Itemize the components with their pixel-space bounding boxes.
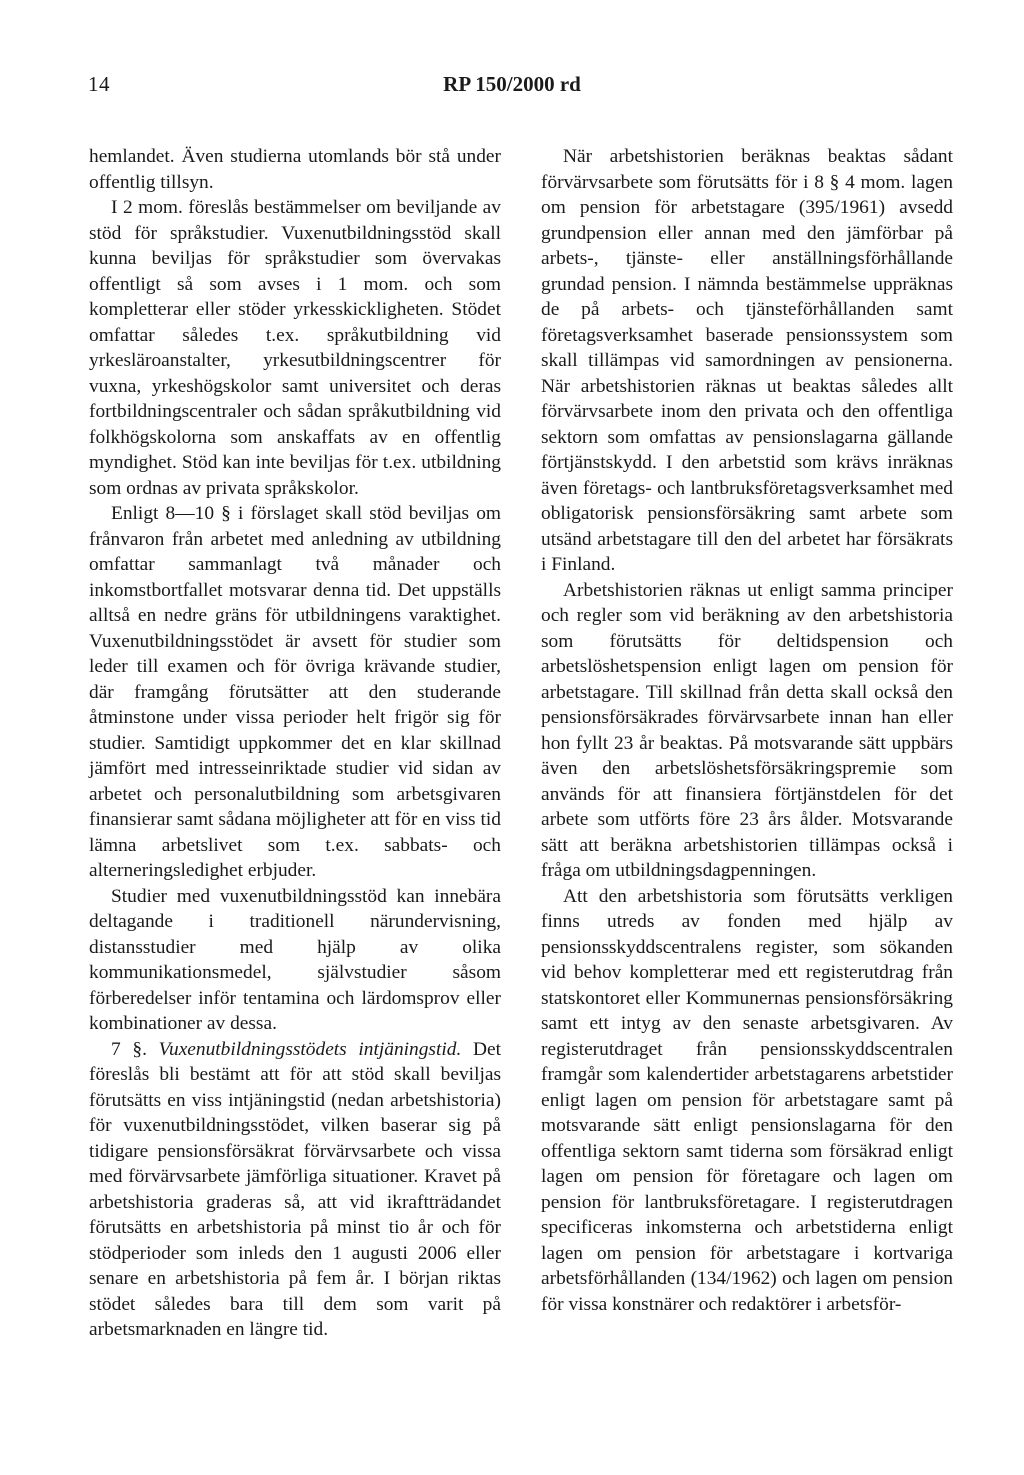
paragraph: Arbetshistorien räknas ut enligt samma principer och regler som vid beräkning av den arbetshistoria som förutsätts för deltidspension och arbetslöshetspension enligt lagen om pension för arbetstagare. Till skillnad från detta skall också den pensionsförsäkrades förvärvsarbete innan han eller hon fyllt 23 år beaktas. På motsvarande sätt uppbärs även den arbetslöshetsförsäkringspremie som används för att finansiera förtjänstdelen för det arbete som utförts före 23 års ålder. Motsvarande sätt att beräkna arbetshistorien tillämpas också i fråga om utbildningsdagpenningen. bbox=[541, 579, 953, 881]
page-number: 14 bbox=[88, 72, 110, 96]
section-heading: Vuxenutbildningsstödets intjäningstid. bbox=[158, 1038, 462, 1060]
paragraph: När arbetshistorien beräknas beaktas sådant förvärvsarbete som förutsätts för i 8 § 4 mom. lagen om pension för arbetstagare (395/1961) avsedd grundpension eller annan med den jämförbar på arbets-, tjänste- eller anställningsförhållande grundad pension. I nämnda bestämmelse uppräknas de på arbets- och tjänsteförhållanden samt företagsverksamhet baserade pensionssystem som skall tillämpas vid samordningen av pensionerna. När arbetshistorien räknas ut beaktas således allt förvärvsarbete inom den privata och den offentliga sektorn som omfattas av pensionslagarna gällande förtjänstskydd. I den arbetstid som krävs inräknas även företags- och lantbruksföretagsverksamhet med obligatorisk pensionsförsäkring samt arbete som utsänd arbetstagare till den del arbetet har försäkrats i Finland. bbox=[541, 146, 953, 575]
section-paragraph bbox=[89, 1037, 501, 1343]
paragraph: I 2 mom. föreslås bestämmelser om beviljande av stöd för språkstudier. Vuxenutbildningsstöd skall kunna beviljas för språkstudier som övervakas offentligt så som avses i 1 mom. och som kompletterar eller stöder yrkesskickligheten. Stödet omfattar således t.ex. språkutbildning vid yrkesläroanstalter, yrkesutbildningscentrer för vuxna, yrkeshögskolor samt universitet och deras fortbildningscentraler och sådan språkutbildning vid folkhögskolorna som anskaffats av en offentlig myndighet. Stöd kan inte beviljas för t.ex. utbildning som ordnas av privata språkskolor. bbox=[89, 197, 501, 499]
paragraph: Studier med vuxenutbildningsstöd kan innebära deltagande i traditionell närundervisning, distansstudier med hjälp av olika kommunikationsmedel, självstudier såsom förberedelser inför tentamina och lärdomsprov eller kombinationer av dessa. bbox=[89, 885, 501, 1034]
right-column bbox=[541, 144, 953, 1317]
paragraph: hemlandet. Även studierna utomlands bör stå under offentlig tillsyn. bbox=[89, 146, 501, 193]
running-header: RP 150/2000 rd bbox=[443, 72, 581, 96]
section-number: 7 §. bbox=[111, 1038, 147, 1060]
left-column bbox=[89, 144, 501, 1343]
section-body: Det föreslås bli bestämt att för att stöd skall beviljas förutsätts en viss intjäningstid (nedan arbetshistoria) för vuxenutbildningsstödet, vilken baserar sig på tidigare pensionsförsäkrat förvärvsarbete och vissa med förvärvsarbete jämförliga situationer. Kravet på arbetshistoria graderas så, att vid ikraftträdandet förutsätts en arbetshistoria på minst tio år och för stödperioder som inleds den 1 augusti 2006 eller senare en arbetshistoria på fem år. I början riktas stödet således bara till dem som varit på arbetsmarknaden en längre tid. bbox=[89, 1038, 501, 1340]
paragraph: Enligt 8—10 § i förslaget skall stöd beviljas om frånvaron från arbetet med anledning av utbildning omfattar sammanlagt två månader och inkomstbortfallet motsvarar denna tid. Det uppställs alltså en nedre gräns för utbildningens varaktighet. Vuxenutbildningsstödet är avsett för studier som leder till examen och för övriga krävande studier, där framgång förutsätter att den studerande åtminstone under vissa perioder helt frigör sig för studier. Samtidigt uppkommer det en klar skillnad jämfört med intresseinriktade studier vid sidan av arbetet och personalutbildning som arbetsgivaren finansierar samt sådana möjligheter att för en viss tid lämna arbetslivet som t.ex. sabbats- och alterneringsledighet erbjuder. bbox=[89, 503, 501, 881]
paragraph: Att den arbetshistoria som förutsätts verkligen finns utreds av fonden med hjälp av pensionsskyddscentralens register, som sökanden vid behov kompletterar med ett registerutdrag från statskontoret eller Kommunernas pensionsförsäkring samt ett intyg av den senaste arbetsgivaren. Av registerutdraget från pensionsskyddscentralen framgår som kalendertider arbetstagarens arbetstider enligt lagen om pension för arbetstagare samt på motsvarande sätt enligt pensionslagarna för den offentliga sektorn samt tiderna som försäkrad enligt lagen om pension för företagare och lagen om pension för lantbruksföretagare. I registerutdragen specificeras inkomsterna och arbetstiderna enligt lagen om pension för arbetstagare i kortvariga arbetsförhållanden (134/1962) och lagen om pension för vissa konstnärer och redaktörer i arbetsför- bbox=[541, 885, 953, 1315]
